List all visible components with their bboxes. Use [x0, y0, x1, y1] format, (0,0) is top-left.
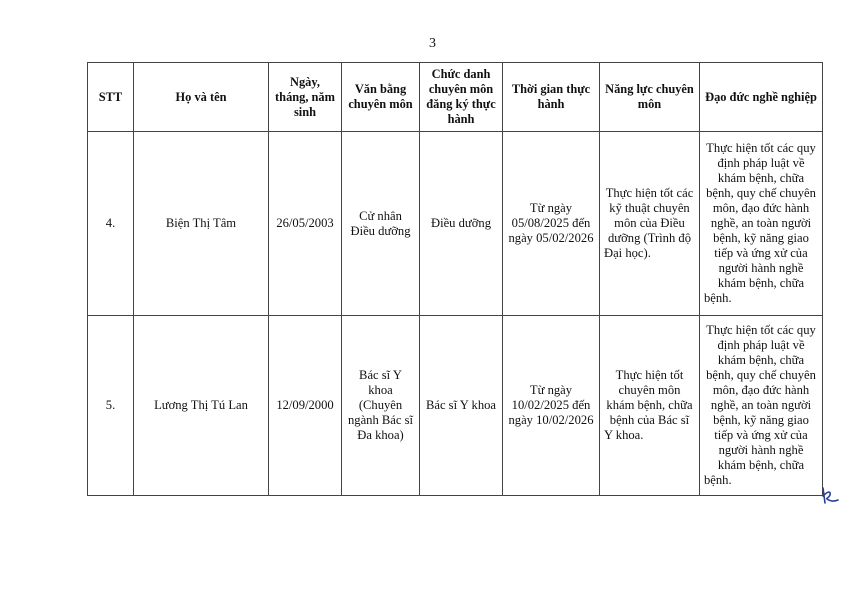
cell-period: Từ ngày 10/02/2025 đến ngày 10/02/2026: [503, 316, 600, 496]
cell-competence: Thực hiện tốt chuyên môn khám bệnh, chữa bệnh của Bác sĩ Y khoa.: [600, 316, 700, 496]
header-period: Thời gian thực hành: [503, 63, 600, 132]
header-stt: STT: [88, 63, 134, 132]
cell-ethics: Thực hiện tốt các quy định pháp luật về khám bệnh, chữa bệnh, quy chế chuyên môn, đạo đức hành nghề, an toàn người bệnh, kỹ năng giao tiếp và ứng xử của người hành nghề khám bệnh, chữa bệnh.: [700, 132, 823, 316]
practitioner-table: [87, 62, 823, 496]
page-number: 3: [429, 36, 436, 51]
cell-degree: Cử nhân Điều dưỡng: [342, 132, 420, 316]
cell-title: Điều dưỡng: [420, 132, 503, 316]
cell-name: Biện Thị Tâm: [134, 132, 269, 316]
cell-degree: Bác sĩ Y khoa (Chuyên ngành Bác sĩ Đa khoa): [342, 316, 420, 496]
cell-dob: 12/09/2000: [269, 316, 342, 496]
header-dob: Ngày, tháng, năm sinh: [269, 63, 342, 132]
header-title: Chức danh chuyên môn đăng ký thực hành: [420, 63, 503, 132]
cell-name: Lương Thị Tú Lan: [134, 316, 269, 496]
initials-mark: [818, 486, 842, 506]
header-competence: Năng lực chuyên môn: [600, 63, 700, 132]
header-name: Họ và tên: [134, 63, 269, 132]
cell-stt: 5.: [88, 316, 134, 496]
cell-title: Bác sĩ Y khoa: [420, 316, 503, 496]
cell-period: Từ ngày 05/08/2025 đến ngày 05/02/2026: [503, 132, 600, 316]
cell-competence: Thực hiện tốt các kỹ thuật chuyên môn của Điều dưỡng (Trình độ Đại học).: [600, 132, 700, 316]
table-row: [88, 132, 823, 316]
header-degree: Văn bằng chuyên môn: [342, 63, 420, 132]
header-row: [88, 63, 823, 132]
cell-stt: 4.: [88, 132, 134, 316]
cell-ethics: Thực hiện tốt các quy định pháp luật về khám bệnh, chữa bệnh, quy chế chuyên môn, đạo đức hành nghề, an toàn người bệnh, kỹ năng giao tiếp và ứng xử của người hành nghề khám bệnh, chữa bệnh.: [700, 316, 823, 496]
header-ethics: Đạo đức nghề nghiệp: [700, 63, 823, 132]
table-row: [88, 316, 823, 496]
cell-dob: 26/05/2003: [269, 132, 342, 316]
